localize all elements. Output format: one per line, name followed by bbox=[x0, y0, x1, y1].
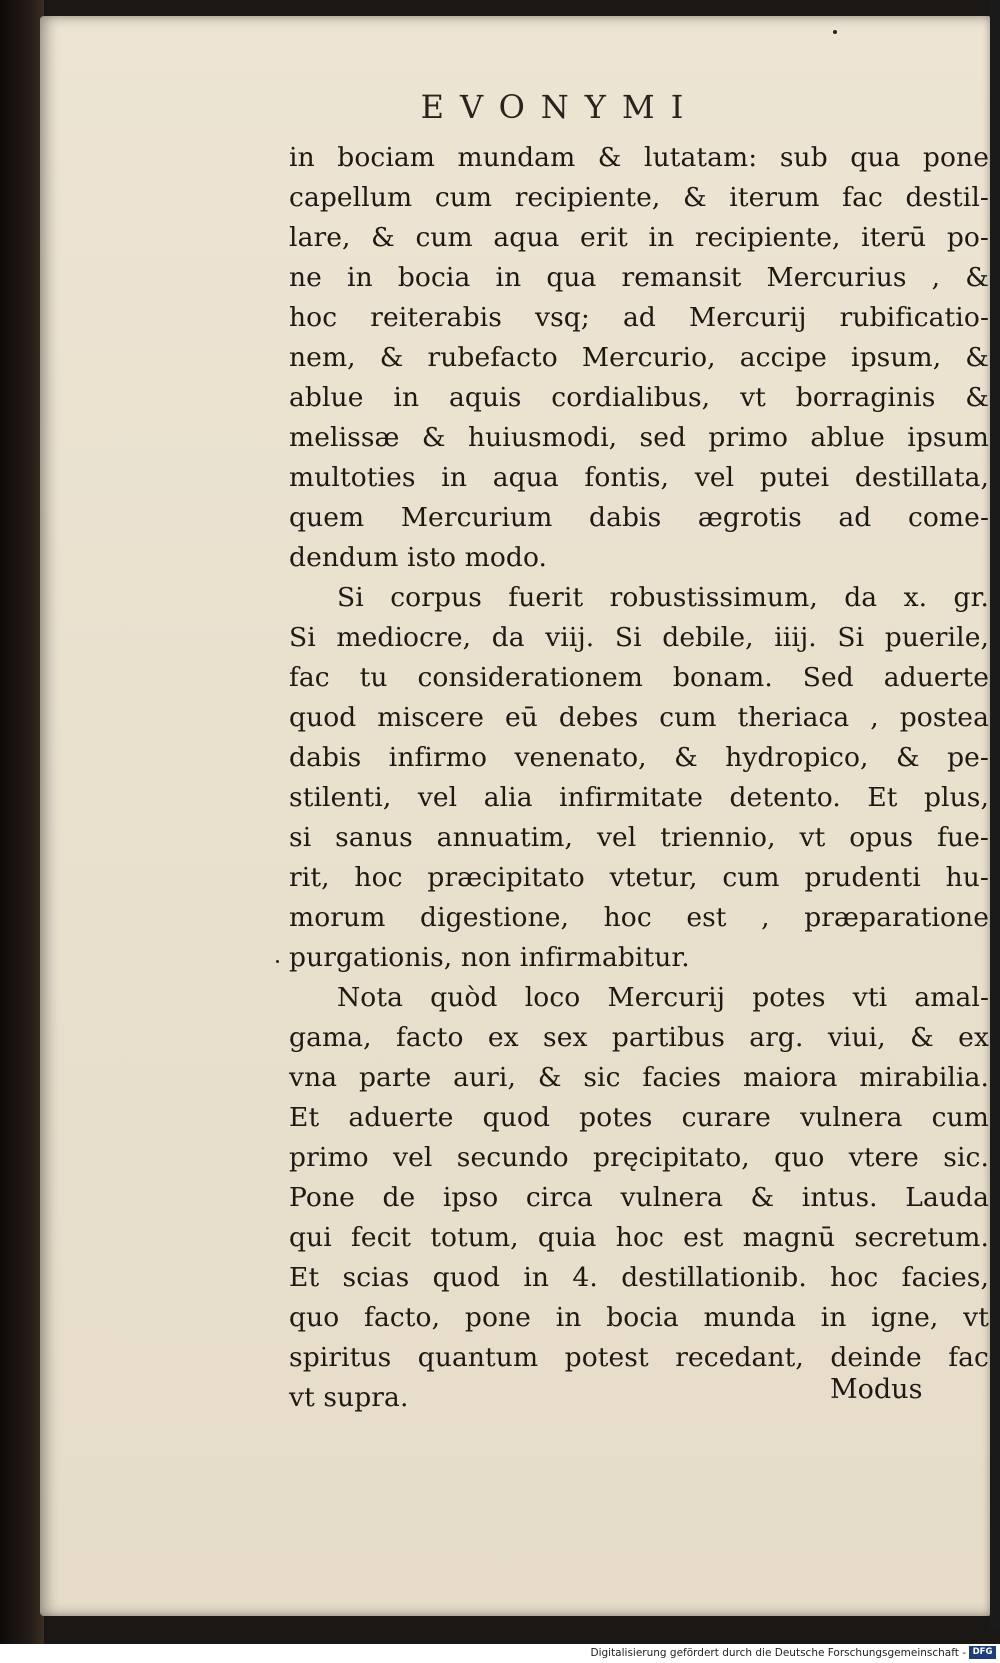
text-line: quo facto, pone in bocia munda in igne, vt bbox=[289, 1302, 989, 1333]
paragraph-start-line: Si corpus fuerit robustissimum, da x. gr. bbox=[337, 582, 989, 613]
text-line: spiritus quantum potest recedant, deinde fac bbox=[289, 1342, 989, 1373]
text-line: stilenti, vel alia infirmitate detento. Et plus, bbox=[289, 782, 989, 813]
funding-credit: Digitalisierung gefördert durch die Deutsche Forschungsgemeinschaft - bbox=[590, 1647, 966, 1659]
ink-speck bbox=[833, 30, 837, 34]
text-line: multoties in aqua fontis, vel putei destillata, bbox=[289, 462, 989, 493]
running-head: EVONYMI bbox=[420, 88, 700, 126]
text-line: quod miscere eū debes cum theriaca , postea bbox=[289, 702, 989, 733]
text-line: melissæ & huiusmodi, sed primo ablue ipsum bbox=[289, 422, 989, 453]
text-line: si sanus annuatim, vel triennio, vt opus fue- bbox=[289, 822, 989, 853]
ink-speck bbox=[276, 960, 279, 963]
text-line: gama, facto ex sex partibus arg. viui, & ex bbox=[289, 1022, 989, 1053]
book-page bbox=[40, 16, 990, 1616]
text-line: purgationis, non infirmabitur. bbox=[289, 942, 690, 973]
text-line: vt supra. bbox=[289, 1382, 409, 1413]
text-line: hoc reiterabis vsq; ad Mercurij rubificatio- bbox=[289, 302, 989, 333]
text-line: dendum isto modo. bbox=[289, 542, 548, 573]
text-line: Pone de ipso circa vulnera & intus. Lauda bbox=[289, 1182, 989, 1213]
text-line: Et scias quod in 4. destillationib. hoc facies, bbox=[289, 1262, 989, 1293]
text-line: quem Mercurium dabis ægrotis ad come- bbox=[289, 502, 989, 533]
dfg-logo: DFG bbox=[969, 1646, 996, 1659]
catchword: Modus bbox=[830, 1374, 923, 1405]
scan-background-right bbox=[990, 0, 1000, 1630]
text-line: rit, hoc præcipitato vtetur, cum prudenti hu- bbox=[289, 862, 989, 893]
paragraph-start-line: Nota quòd loco Mercurij potes vti amal- bbox=[337, 982, 989, 1013]
text-line: lare, & cum aqua erit in recipiente, iterū po- bbox=[289, 222, 989, 253]
text-line: capellum cum recipiente, & iterum fac destil- bbox=[289, 182, 989, 213]
book-spine-shadow bbox=[0, 0, 44, 1663]
text-line: in bociam mundam & lutatam: sub qua pone bbox=[289, 142, 989, 173]
text-line: morum digestione, hoc est , præparatione bbox=[289, 902, 989, 933]
text-line: ablue in aquis cordialibus, vt borraginis & bbox=[289, 382, 989, 413]
text-line: ne in bocia in qua remansit Mercurius , & bbox=[289, 262, 989, 293]
text-line: vna parte auri, & sic facies maiora mirabilia. bbox=[289, 1062, 989, 1093]
text-line: fac tu considerationem bonam. Sed aduerte bbox=[289, 662, 989, 693]
text-block bbox=[289, 138, 989, 1418]
text-line: dabis infirmo venenato, & hydropico, & pe- bbox=[289, 742, 989, 773]
text-line: Et aduerte quod potes curare vulnera cum bbox=[289, 1102, 989, 1133]
text-line: qui fecit totum, quia hoc est magnū secretum. bbox=[289, 1222, 989, 1253]
text-line: Si mediocre, da viij. Si debile, iiij. Si puerile, bbox=[289, 622, 989, 653]
text-line: nem, & rubefacto Mercurio, accipe ipsum, & bbox=[289, 342, 989, 373]
text-line: primo vel secundo pręcipitato, quo vtere sic. bbox=[289, 1142, 989, 1173]
